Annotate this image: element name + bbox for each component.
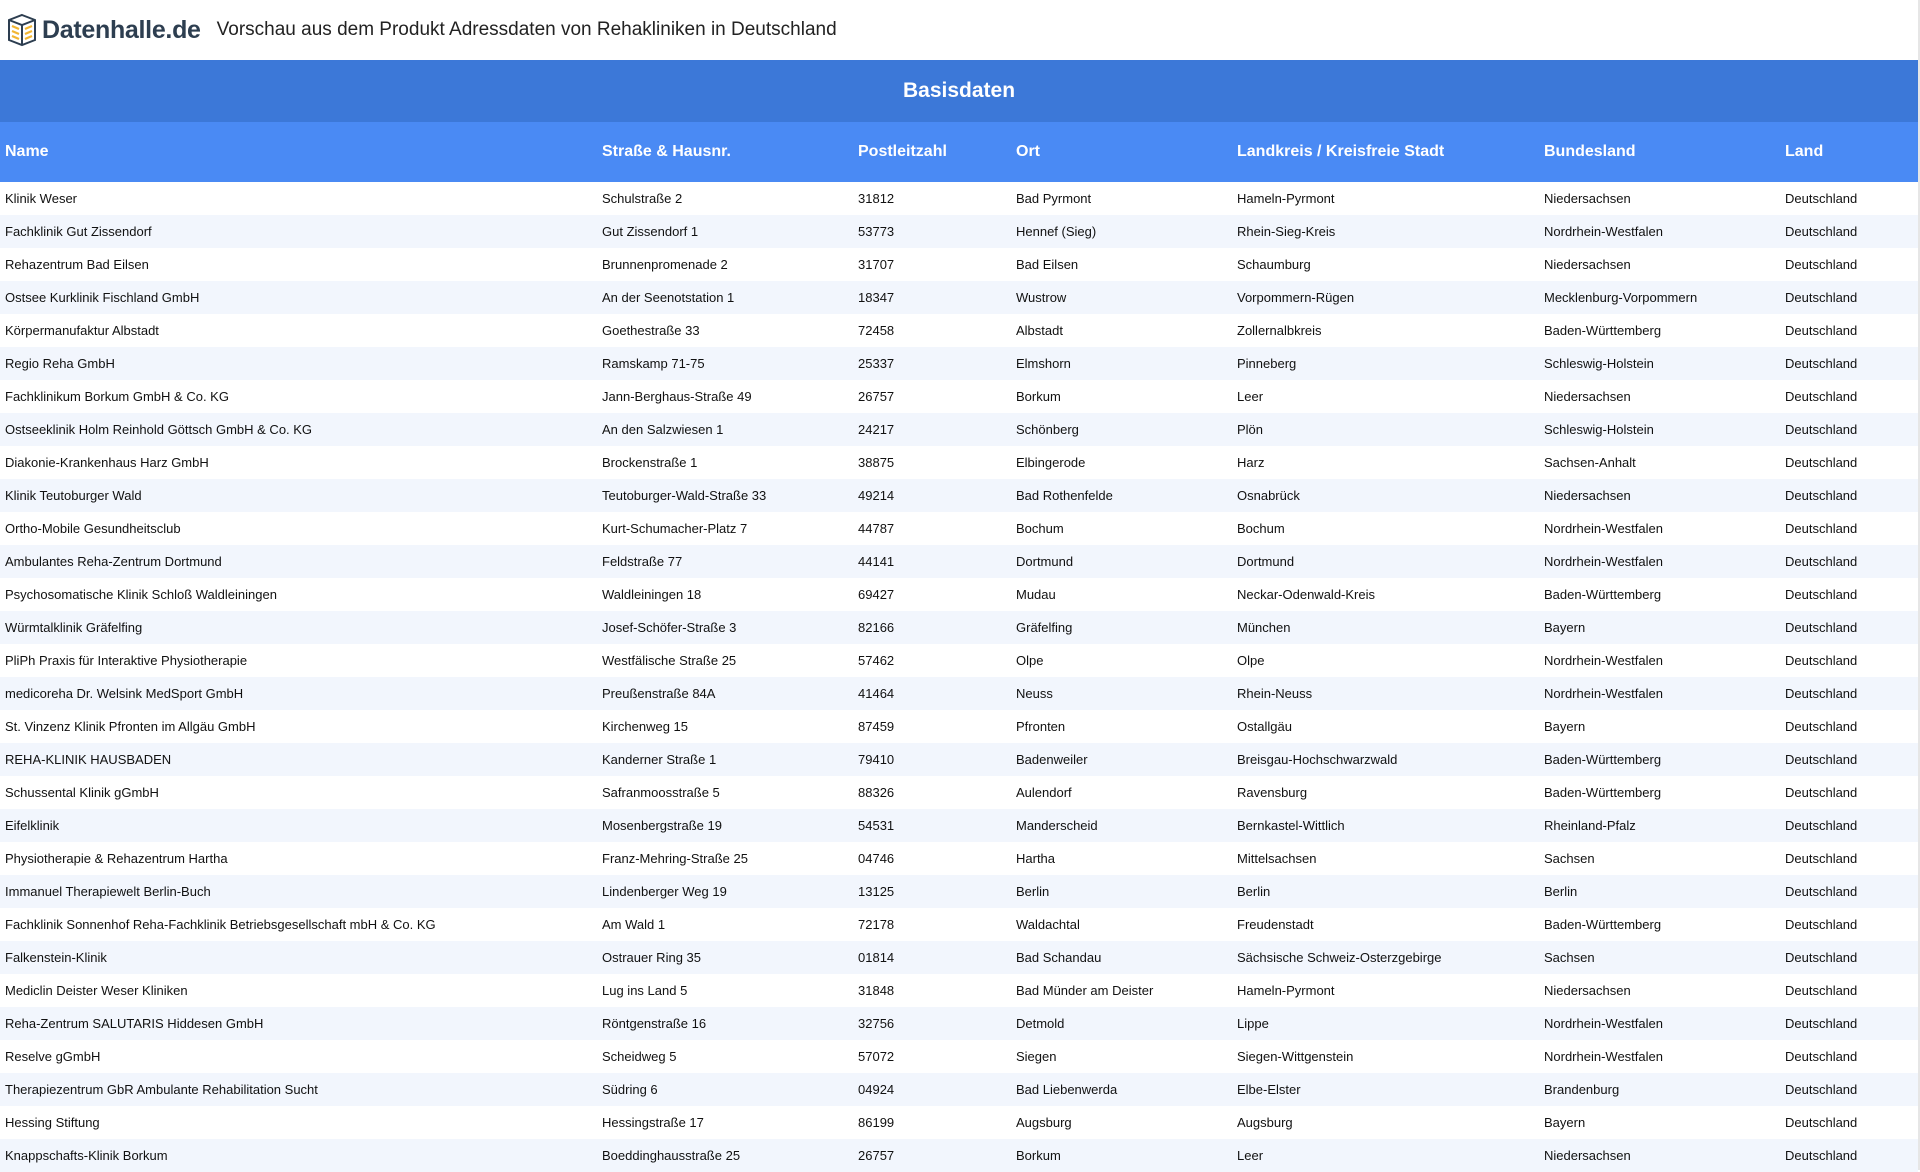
table-row (0, 908, 1918, 941)
cell-district: Sächsische Schweiz-Osterzgebirge (1232, 941, 1539, 974)
cell-country: Deutschland (1780, 908, 1918, 941)
cell-city: Borkum (1011, 1139, 1232, 1172)
column-header-city[interactable]: Ort (1011, 122, 1232, 182)
cell-name: Rehazentrum Bad Eilsen (0, 248, 597, 281)
cell-city: Hennef (Sieg) (1011, 215, 1232, 248)
table-row (0, 842, 1918, 875)
cell-zip: 41464 (853, 677, 1011, 710)
cell-name: Klinik Weser (0, 182, 597, 215)
cell-street: Boeddinghausstraße 25 (597, 1139, 853, 1172)
cell-city: Albstadt (1011, 314, 1232, 347)
cell-district: Harz (1232, 446, 1539, 479)
cell-city: Badenweiler (1011, 743, 1232, 776)
table-row (0, 677, 1918, 710)
cell-district: Leer (1232, 1139, 1539, 1172)
cell-state: Baden-Württemberg (1539, 314, 1780, 347)
cell-country: Deutschland (1780, 512, 1918, 545)
cell-district: Osnabrück (1232, 479, 1539, 512)
cell-zip: 44141 (853, 545, 1011, 578)
cell-name: Schussental Klinik gGmbH (0, 776, 597, 809)
cell-name: Fachklinikum Borkum GmbH & Co. KG (0, 380, 597, 413)
cell-state: Nordrhein-Westfalen (1539, 545, 1780, 578)
cell-country: Deutschland (1780, 215, 1918, 248)
cell-district: Leer (1232, 380, 1539, 413)
cell-country: Deutschland (1780, 182, 1918, 215)
table-row (0, 941, 1918, 974)
cell-street: Brockenstraße 1 (597, 446, 853, 479)
cell-city: Detmold (1011, 1007, 1232, 1040)
table-row (0, 512, 1918, 545)
cell-zip: 38875 (853, 446, 1011, 479)
cell-zip: 82166 (853, 611, 1011, 644)
cell-zip: 44787 (853, 512, 1011, 545)
cell-city: Elmshorn (1011, 347, 1232, 380)
cell-state: Schleswig-Holstein (1539, 413, 1780, 446)
cell-district: Dortmund (1232, 545, 1539, 578)
cell-district: Elbe-Elster (1232, 1073, 1539, 1106)
cell-name: Mediclin Deister Weser Kliniken (0, 974, 597, 1007)
column-header-country[interactable]: Land (1780, 122, 1918, 182)
cell-street: Josef-Schöfer-Straße 3 (597, 611, 853, 644)
cell-state: Nordrhein-Westfalen (1539, 677, 1780, 710)
cell-state: Mecklenburg-Vorpommern (1539, 281, 1780, 314)
cell-district: Olpe (1232, 644, 1539, 677)
cell-name: Würmtalklinik Gräfelfing (0, 611, 597, 644)
column-header-row (0, 122, 1918, 182)
cell-name: REHA-KLINIK HAUSBADEN (0, 743, 597, 776)
cell-country: Deutschland (1780, 644, 1918, 677)
cell-zip: 72458 (853, 314, 1011, 347)
table-row (0, 1073, 1918, 1106)
cell-street: Kurt-Schumacher-Platz 7 (597, 512, 853, 545)
cell-street: Jann-Berghaus-Straße 49 (597, 380, 853, 413)
cell-street: Brunnenpromenade 2 (597, 248, 853, 281)
data-table (0, 60, 1918, 1172)
cell-state: Nordrhein-Westfalen (1539, 215, 1780, 248)
cell-country: Deutschland (1780, 413, 1918, 446)
cell-street: Goethestraße 33 (597, 314, 853, 347)
cell-zip: 04746 (853, 842, 1011, 875)
cell-name: St. Vinzenz Klinik Pfronten im Allgäu GmbH (0, 710, 597, 743)
cell-zip: 88326 (853, 776, 1011, 809)
table-row (0, 545, 1918, 578)
cell-state: Niedersachsen (1539, 380, 1780, 413)
cell-city: Bad Schandau (1011, 941, 1232, 974)
cell-district: Ravensburg (1232, 776, 1539, 809)
cell-street: An der Seenotstation 1 (597, 281, 853, 314)
cell-street: Lug ins Land 5 (597, 974, 853, 1007)
cell-name: Hessing Stiftung (0, 1106, 597, 1139)
cell-name: Ambulantes Reha-Zentrum Dortmund (0, 545, 597, 578)
cell-street: Westfälische Straße 25 (597, 644, 853, 677)
cell-name: Ostseeklinik Holm Reinhold Göttsch GmbH & Co. KG (0, 413, 597, 446)
cell-city: Augsburg (1011, 1106, 1232, 1139)
table-row (0, 644, 1918, 677)
cell-name: Fachklinik Gut Zissendorf (0, 215, 597, 248)
cell-zip: 25337 (853, 347, 1011, 380)
cell-zip: 18347 (853, 281, 1011, 314)
cell-zip: 13125 (853, 875, 1011, 908)
table-row (0, 974, 1918, 1007)
cell-state: Baden-Württemberg (1539, 908, 1780, 941)
cell-street: Am Wald 1 (597, 908, 853, 941)
cell-zip: 26757 (853, 1139, 1011, 1172)
cell-district: Freudenstadt (1232, 908, 1539, 941)
cell-country: Deutschland (1780, 446, 1918, 479)
cell-district: München (1232, 611, 1539, 644)
table-body (0, 182, 1918, 1172)
cell-name: Klinik Teutoburger Wald (0, 479, 597, 512)
cell-street: An den Salzwiesen 1 (597, 413, 853, 446)
cell-name: Psychosomatische Klinik Schloß Waldleiningen (0, 578, 597, 611)
cell-zip: 49214 (853, 479, 1011, 512)
cell-zip: 54531 (853, 809, 1011, 842)
cell-country: Deutschland (1780, 1073, 1918, 1106)
cell-country: Deutschland (1780, 743, 1918, 776)
cell-country: Deutschland (1780, 314, 1918, 347)
cell-street: Gut Zissendorf 1 (597, 215, 853, 248)
table-row (0, 809, 1918, 842)
cell-state: Berlin (1539, 875, 1780, 908)
cell-district: Rhein-Neuss (1232, 677, 1539, 710)
cell-country: Deutschland (1780, 545, 1918, 578)
cell-city: Elbingerode (1011, 446, 1232, 479)
cell-city: Bad Pyrmont (1011, 182, 1232, 215)
table-row (0, 875, 1918, 908)
cell-country: Deutschland (1780, 710, 1918, 743)
cell-city: Siegen (1011, 1040, 1232, 1073)
cell-state: Baden-Württemberg (1539, 743, 1780, 776)
cell-name: Immanuel Therapiewelt Berlin-Buch (0, 875, 597, 908)
cell-city: Bad Liebenwerda (1011, 1073, 1232, 1106)
cell-state: Nordrhein-Westfalen (1539, 1007, 1780, 1040)
cell-district: Neckar-Odenwald-Kreis (1232, 578, 1539, 611)
table-row (0, 1106, 1918, 1139)
table-row (0, 1007, 1918, 1040)
cell-zip: 69427 (853, 578, 1011, 611)
cell-district: Breisgau-Hochschwarzwald (1232, 743, 1539, 776)
cell-city: Mudau (1011, 578, 1232, 611)
cell-country: Deutschland (1780, 1040, 1918, 1073)
cell-street: Waldleiningen 18 (597, 578, 853, 611)
cell-name: Fachklinik Sonnenhof Reha-Fachklinik Betriebsgesellschaft mbH & Co. KG (0, 908, 597, 941)
cell-state: Bayern (1539, 1106, 1780, 1139)
cell-zip: 72178 (853, 908, 1011, 941)
cell-name: medicoreha Dr. Welsink MedSport GmbH (0, 677, 597, 710)
cell-country: Deutschland (1780, 941, 1918, 974)
table-row (0, 347, 1918, 380)
cell-state: Niedersachsen (1539, 248, 1780, 281)
cell-state: Nordrhein-Westfalen (1539, 512, 1780, 545)
table-row (0, 281, 1918, 314)
cell-city: Manderscheid (1011, 809, 1232, 842)
table-row (0, 446, 1918, 479)
cell-name: Physiotherapie & Rehazentrum Hartha (0, 842, 597, 875)
cell-name: Falkenstein-Klinik (0, 941, 597, 974)
cell-district: Zollernalbkreis (1232, 314, 1539, 347)
cell-state: Niedersachsen (1539, 1139, 1780, 1172)
table-row (0, 578, 1918, 611)
cell-zip: 53773 (853, 215, 1011, 248)
cell-district: Pinneberg (1232, 347, 1539, 380)
section-header-row (0, 60, 1918, 122)
top-bar (0, 0, 1920, 60)
table-row (0, 380, 1918, 413)
cell-name: Körpermanufaktur Albstadt (0, 314, 597, 347)
section-title: Basisdaten (0, 60, 1918, 122)
cell-name: Ostsee Kurklinik Fischland GmbH (0, 281, 597, 314)
cell-district: Bochum (1232, 512, 1539, 545)
cell-country: Deutschland (1780, 380, 1918, 413)
cell-street: Lindenberger Weg 19 (597, 875, 853, 908)
table-row (0, 413, 1918, 446)
cell-city: Bad Eilsen (1011, 248, 1232, 281)
cell-street: Scheidweg 5 (597, 1040, 853, 1073)
cell-zip: 87459 (853, 710, 1011, 743)
cell-country: Deutschland (1780, 347, 1918, 380)
cell-city: Pfronten (1011, 710, 1232, 743)
cell-district: Schaumburg (1232, 248, 1539, 281)
column-header-street[interactable]: Straße & Hausnr. (597, 122, 853, 182)
cell-street: Teutoburger-Wald-Straße 33 (597, 479, 853, 512)
cell-country: Deutschland (1780, 1139, 1918, 1172)
cell-district: Lippe (1232, 1007, 1539, 1040)
cell-country: Deutschland (1780, 479, 1918, 512)
cell-district: Plön (1232, 413, 1539, 446)
cell-street: Safranmoosstraße 5 (597, 776, 853, 809)
cell-district: Ostallgäu (1232, 710, 1539, 743)
cell-state: Baden-Württemberg (1539, 776, 1780, 809)
cell-country: Deutschland (1780, 1007, 1918, 1040)
cell-country: Deutschland (1780, 1106, 1918, 1139)
column-header-zip[interactable]: Postleitzahl (853, 122, 1011, 182)
cell-zip: 31812 (853, 182, 1011, 215)
cell-city: Bad Münder am Deister (1011, 974, 1232, 1007)
cell-zip: 04924 (853, 1073, 1011, 1106)
cell-street: Ramskamp 71-75 (597, 347, 853, 380)
cell-state: Sachsen (1539, 842, 1780, 875)
cell-city: Waldachtal (1011, 908, 1232, 941)
cell-zip: 79410 (853, 743, 1011, 776)
cell-state: Niedersachsen (1539, 974, 1780, 1007)
cell-street: Südring 6 (597, 1073, 853, 1106)
cell-city: Aulendorf (1011, 776, 1232, 809)
cell-zip: 01814 (853, 941, 1011, 974)
table-row (0, 314, 1918, 347)
table-row (0, 776, 1918, 809)
cell-name: Therapiezentrum GbR Ambulante Rehabilitation Sucht (0, 1073, 597, 1106)
cell-state: Rheinland-Pfalz (1539, 809, 1780, 842)
logo[interactable] (6, 13, 201, 47)
logo-text: Datenhalle.de (42, 15, 201, 44)
table-row (0, 248, 1918, 281)
cell-street: Schulstraße 2 (597, 182, 853, 215)
cell-city: Gräfelfing (1011, 611, 1232, 644)
cell-country: Deutschland (1780, 611, 1918, 644)
cell-city: Borkum (1011, 380, 1232, 413)
cell-city: Hartha (1011, 842, 1232, 875)
cell-state: Schleswig-Holstein (1539, 347, 1780, 380)
table-row (0, 1040, 1918, 1073)
cell-city: Neuss (1011, 677, 1232, 710)
cell-state: Nordrhein-Westfalen (1539, 1040, 1780, 1073)
cell-state: Baden-Württemberg (1539, 578, 1780, 611)
cell-country: Deutschland (1780, 809, 1918, 842)
cell-street: Kanderner Straße 1 (597, 743, 853, 776)
cell-district: Siegen-Wittgenstein (1232, 1040, 1539, 1073)
table-row (0, 182, 1918, 215)
cell-city: Olpe (1011, 644, 1232, 677)
cell-country: Deutschland (1780, 677, 1918, 710)
cell-street: Feldstraße 77 (597, 545, 853, 578)
cell-zip: 31848 (853, 974, 1011, 1007)
cell-name: Reha-Zentrum SALUTARIS Hiddesen GmbH (0, 1007, 597, 1040)
table-row (0, 710, 1918, 743)
cell-state: Brandenburg (1539, 1073, 1780, 1106)
data-table-container (0, 60, 1918, 1172)
table-row (0, 215, 1918, 248)
cell-country: Deutschland (1780, 974, 1918, 1007)
cell-street: Kirchenweg 15 (597, 710, 853, 743)
cell-country: Deutschland (1780, 248, 1918, 281)
cell-district: Berlin (1232, 875, 1539, 908)
cell-zip: 32756 (853, 1007, 1011, 1040)
cell-name: Reselve gGmbH (0, 1040, 597, 1073)
cell-zip: 86199 (853, 1106, 1011, 1139)
column-header-name[interactable]: Name (0, 122, 597, 182)
cell-state: Niedersachsen (1539, 182, 1780, 215)
cell-zip: 26757 (853, 380, 1011, 413)
table-row (0, 479, 1918, 512)
cell-state: Bayern (1539, 611, 1780, 644)
cell-zip: 24217 (853, 413, 1011, 446)
cell-street: Franz-Mehring-Straße 25 (597, 842, 853, 875)
cell-country: Deutschland (1780, 875, 1918, 908)
cell-street: Hessingstraße 17 (597, 1106, 853, 1139)
column-header-state[interactable]: Bundesland (1539, 122, 1780, 182)
cell-name: Regio Reha GmbH (0, 347, 597, 380)
cell-name: Knappschafts-Klinik Borkum (0, 1139, 597, 1172)
cell-district: Vorpommern-Rügen (1232, 281, 1539, 314)
cell-city: Dortmund (1011, 545, 1232, 578)
cell-state: Sachsen-Anhalt (1539, 446, 1780, 479)
cell-district: Augsburg (1232, 1106, 1539, 1139)
cell-zip: 31707 (853, 248, 1011, 281)
cell-state: Bayern (1539, 710, 1780, 743)
cell-city: Wustrow (1011, 281, 1232, 314)
cell-district: Hameln-Pyrmont (1232, 182, 1539, 215)
cell-city: Bochum (1011, 512, 1232, 545)
cell-district: Rhein-Sieg-Kreis (1232, 215, 1539, 248)
table-row (0, 1139, 1918, 1172)
cell-zip: 57462 (853, 644, 1011, 677)
cell-district: Mittelsachsen (1232, 842, 1539, 875)
table-row (0, 611, 1918, 644)
cell-name: Ortho-Mobile Gesundheitsclub (0, 512, 597, 545)
column-header-district[interactable]: Landkreis / Kreisfreie Stadt (1232, 122, 1539, 182)
cell-street: Mosenbergstraße 19 (597, 809, 853, 842)
cell-street: Ostrauer Ring 35 (597, 941, 853, 974)
cell-district: Bernkastel-Wittlich (1232, 809, 1539, 842)
cell-city: Schönberg (1011, 413, 1232, 446)
cell-state: Nordrhein-Westfalen (1539, 644, 1780, 677)
cell-country: Deutschland (1780, 776, 1918, 809)
server-stack-icon (6, 13, 38, 47)
cell-district: Hameln-Pyrmont (1232, 974, 1539, 1007)
cell-street: Röntgenstraße 16 (597, 1007, 853, 1040)
cell-country: Deutschland (1780, 281, 1918, 314)
cell-state: Sachsen (1539, 941, 1780, 974)
cell-name: PliPh Praxis für Interaktive Physiotherapie (0, 644, 597, 677)
cell-street: Preußenstraße 84A (597, 677, 853, 710)
cell-name: Diakonie-Krankenhaus Harz GmbH (0, 446, 597, 479)
cell-state: Niedersachsen (1539, 479, 1780, 512)
cell-name: Eifelklinik (0, 809, 597, 842)
cell-city: Bad Rothenfelde (1011, 479, 1232, 512)
table-row (0, 743, 1918, 776)
cell-country: Deutschland (1780, 842, 1918, 875)
page-title: Vorschau aus dem Produkt Adressdaten von Rehakliniken in Deutschland (216, 19, 837, 40)
cell-zip: 57072 (853, 1040, 1011, 1073)
cell-country: Deutschland (1780, 578, 1918, 611)
cell-city: Berlin (1011, 875, 1232, 908)
